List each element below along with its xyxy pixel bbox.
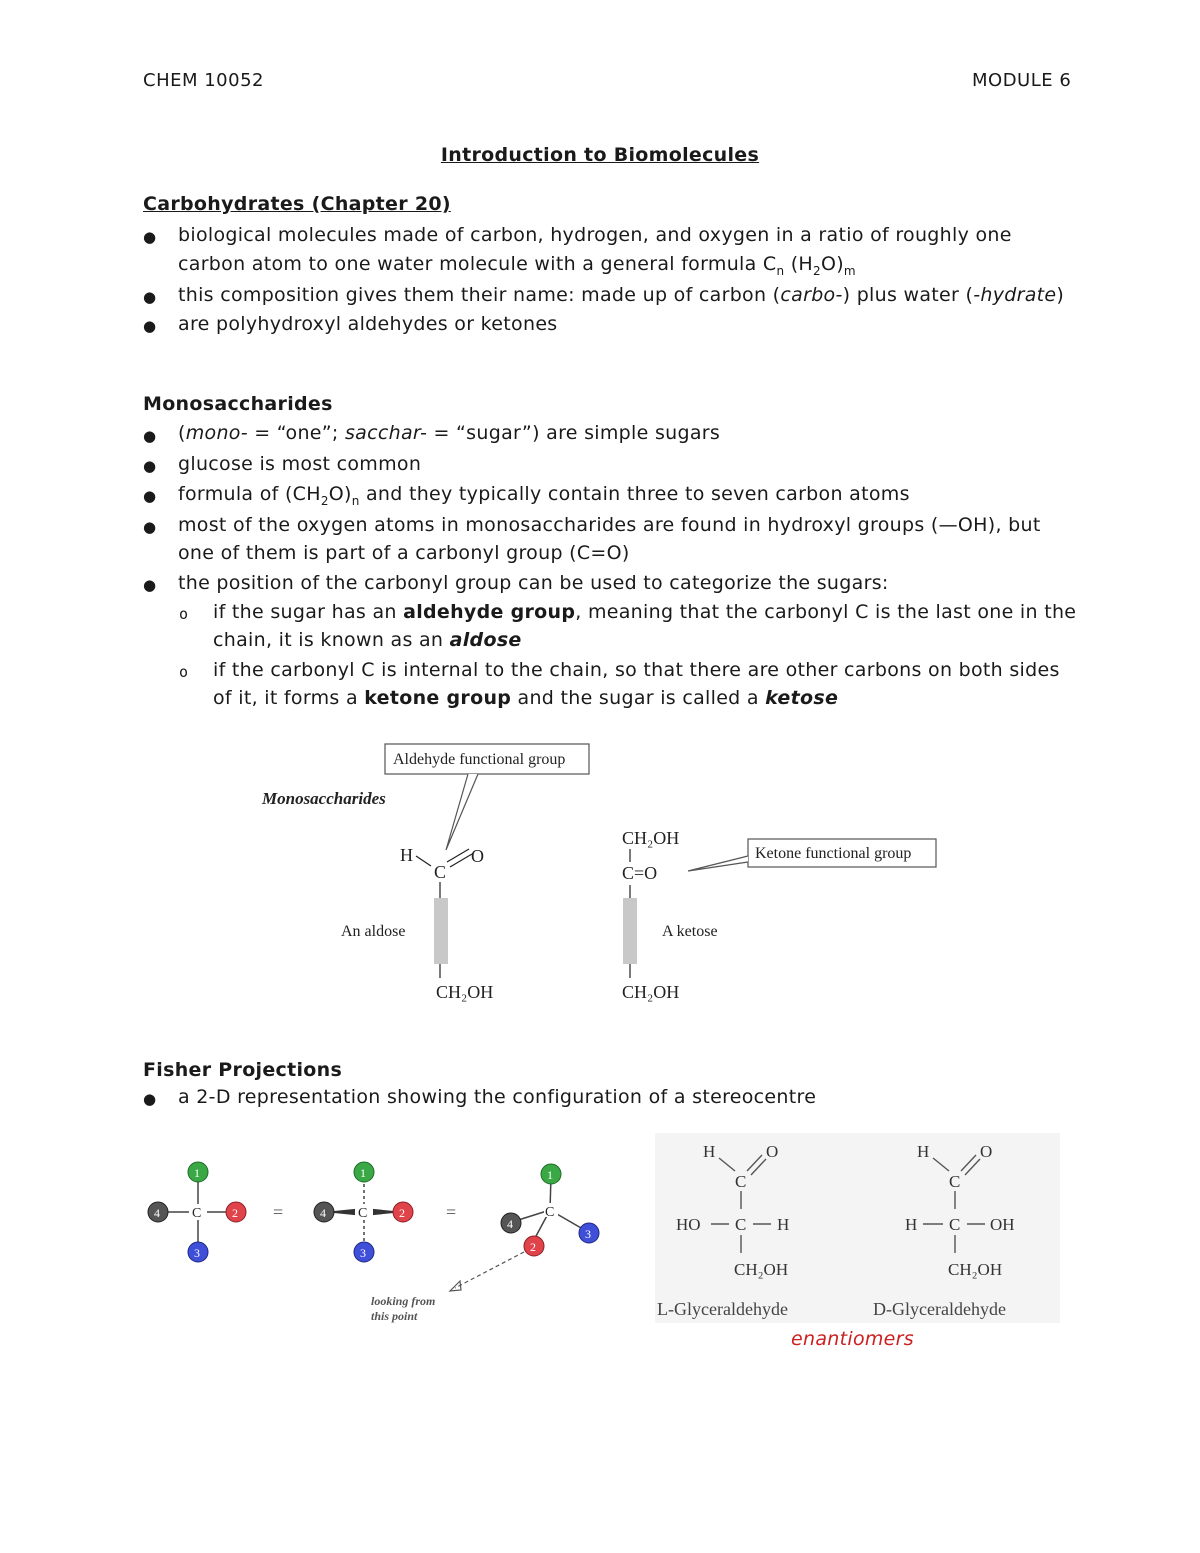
carb-bullet-3: are polyhydroxyl aldehydes or ketones — [178, 313, 558, 335]
m3-label-3: 3 — [585, 1227, 591, 1241]
bullet-icon: ● — [143, 228, 157, 246]
m2-label-3: 3 — [360, 1246, 366, 1260]
carb-bullet-2: this composition gives them their name: made up of carbon (carbo-) plus water (-hydrate) — [178, 284, 1065, 306]
fisher-bullet-1: a 2-D representation showing the configuration of a stereocentre — [178, 1086, 817, 1108]
bullet-icon: ● — [143, 487, 157, 505]
mono-bullet-4-line-1: most of the oxygen atoms in monosaccharides are found in hydroxyl groups (—OH), but — [178, 514, 1041, 536]
l-glyceraldehyde-label: L-Glyceraldehyde — [657, 1299, 788, 1319]
m1-label-3: 3 — [194, 1246, 200, 1260]
m3-label-1: 1 — [547, 1168, 553, 1182]
aldose-c-atom: C — [434, 862, 447, 882]
aldose-label: An aldose — [341, 923, 406, 940]
mono-bullet-1: (mono- = “one”; sacchar- = “sugar”) are simple sugars — [178, 422, 721, 444]
d-ch2oh: CH₂OH — [948, 1260, 1003, 1279]
ketose-carbonyl: C=O — [622, 863, 658, 883]
figure-section-label: Monosaccharides — [262, 789, 386, 808]
aldose-ketose-figure — [250, 738, 940, 1018]
d-c2-atom: C — [949, 1215, 961, 1234]
looking-from-label-1: looking from — [371, 1294, 436, 1308]
m1-c-atom: C — [192, 1206, 202, 1221]
aldose-o-atom: O — [471, 846, 484, 866]
d-oh-group: OH — [990, 1215, 1015, 1234]
m1-label-4: 4 — [154, 1206, 160, 1220]
bullet-icon: ● — [143, 1090, 157, 1108]
stereocentre-figure — [140, 1150, 620, 1340]
l-o-atom: O — [766, 1142, 779, 1161]
enantiomers-label: enantiomers — [791, 1328, 914, 1350]
carb-bullet-1-line-2: carbon atom to one water molecule with a general formula $C_n$ $(H_2O)_m$ — [178, 253, 856, 278]
bullet-icon: ● — [143, 518, 157, 536]
m2-label-4: 4 — [320, 1206, 326, 1220]
l-h2-atom: H — [777, 1215, 790, 1234]
sub-bullet-2-line-1: if the carbonyl C is internal to the chain, so that there are other carbons on both sides — [213, 659, 1060, 681]
equals-2: = — [446, 1202, 457, 1222]
aldehyde-callout-label: Aldehyde functional group — [393, 751, 566, 768]
l-ho-group: HO — [676, 1215, 701, 1234]
aldose-chain-bar — [434, 898, 448, 964]
glyceraldehyde-figure — [655, 1133, 1060, 1323]
bullet-icon: ● — [143, 576, 157, 594]
aldehyde-callout-pointer — [446, 774, 478, 850]
bullet-icon: ● — [143, 317, 157, 335]
m2-label-2: 2 — [399, 1206, 405, 1220]
mono-bullet-4-line-2: one of them is part of a carbonyl group (C=O) — [178, 542, 630, 564]
m3-label-2: 2 — [530, 1240, 536, 1254]
fisher-heading: Fisher Projections — [143, 1059, 343, 1081]
l-c1-atom: C — [735, 1172, 747, 1191]
m2-c-atom: C — [358, 1206, 368, 1221]
bullet-icon: ● — [143, 427, 157, 445]
aldose-h-atom: H — [400, 845, 413, 865]
bullet-icon: ● — [143, 288, 157, 306]
ketose-bottom-ch2oh: CH₂OH — [622, 982, 680, 1002]
d-h2-atom: H — [905, 1215, 918, 1234]
l-ch2oh: CH₂OH — [734, 1260, 789, 1279]
sub-bullet-icon: o — [179, 605, 189, 623]
course-code: CHEM 10052 — [143, 70, 264, 91]
mono-bullet-2: glucose is most common — [178, 453, 422, 475]
ketone-callout-label: Ketone functional group — [755, 845, 912, 862]
m1-label-2: 2 — [232, 1206, 238, 1220]
l-c2-atom: C — [735, 1215, 747, 1234]
ketose-label: A ketose — [662, 923, 718, 940]
aldose-h-bond — [416, 856, 431, 866]
sub-bullet-1-line-2: chain, it is known as an aldose — [213, 629, 522, 651]
ketone-callout-pointer — [688, 856, 748, 871]
d-glyceraldehyde-label: D-Glyceraldehyde — [873, 1299, 1006, 1319]
monosaccharides-heading: Monosaccharides — [143, 393, 333, 415]
sub-bullet-1-line-1: if the sugar has an aldehyde group, meaning that the carbonyl C is the last one in the — [213, 601, 1077, 623]
page-title: Introduction to Biomolecules — [440, 144, 760, 166]
d-c1-atom: C — [949, 1172, 961, 1191]
m2-label-1: 1 — [360, 1166, 366, 1180]
d-h-atom: H — [917, 1142, 930, 1161]
sub-bullet-2-line-2: of it, it forms a ketone group and the sugar is called a ketose — [213, 687, 839, 709]
l-h-atom: H — [703, 1142, 716, 1161]
mono-bullet-3: formula of $(CH_2O)_n$ and they typically contain three to seven carbon atoms — [178, 483, 910, 508]
bullet-icon: ● — [143, 457, 157, 475]
looking-from-label-2: this point — [371, 1309, 418, 1323]
carb-bullet-1-line-1: biological molecules made of carbon, hydrogen, and oxygen in a ratio of roughly one — [178, 224, 1012, 246]
mono-bullet-5: the position of the carbonyl group can be used to categorize the sugars: — [178, 572, 889, 594]
viewing-direction-line — [455, 1252, 524, 1288]
equals-1: = — [273, 1202, 284, 1222]
aldose-double-bond-1 — [447, 849, 469, 862]
m3-c-atom: C — [545, 1205, 555, 1220]
carbohydrates-heading: Carbohydrates (Chapter 20) — [143, 193, 451, 215]
sub-bullet-icon: o — [179, 663, 189, 681]
ketose-top-ch2oh: CH₂OH — [622, 828, 680, 848]
d-o-atom: O — [980, 1142, 993, 1161]
aldose-double-bond-2 — [450, 854, 472, 867]
m3-label-4: 4 — [507, 1217, 513, 1231]
module-label: MODULE 6 — [972, 70, 1072, 91]
m1-label-1: 1 — [194, 1166, 200, 1180]
ketose-chain-bar — [623, 898, 637, 964]
aldose-ch2oh: CH₂OH — [436, 982, 494, 1002]
